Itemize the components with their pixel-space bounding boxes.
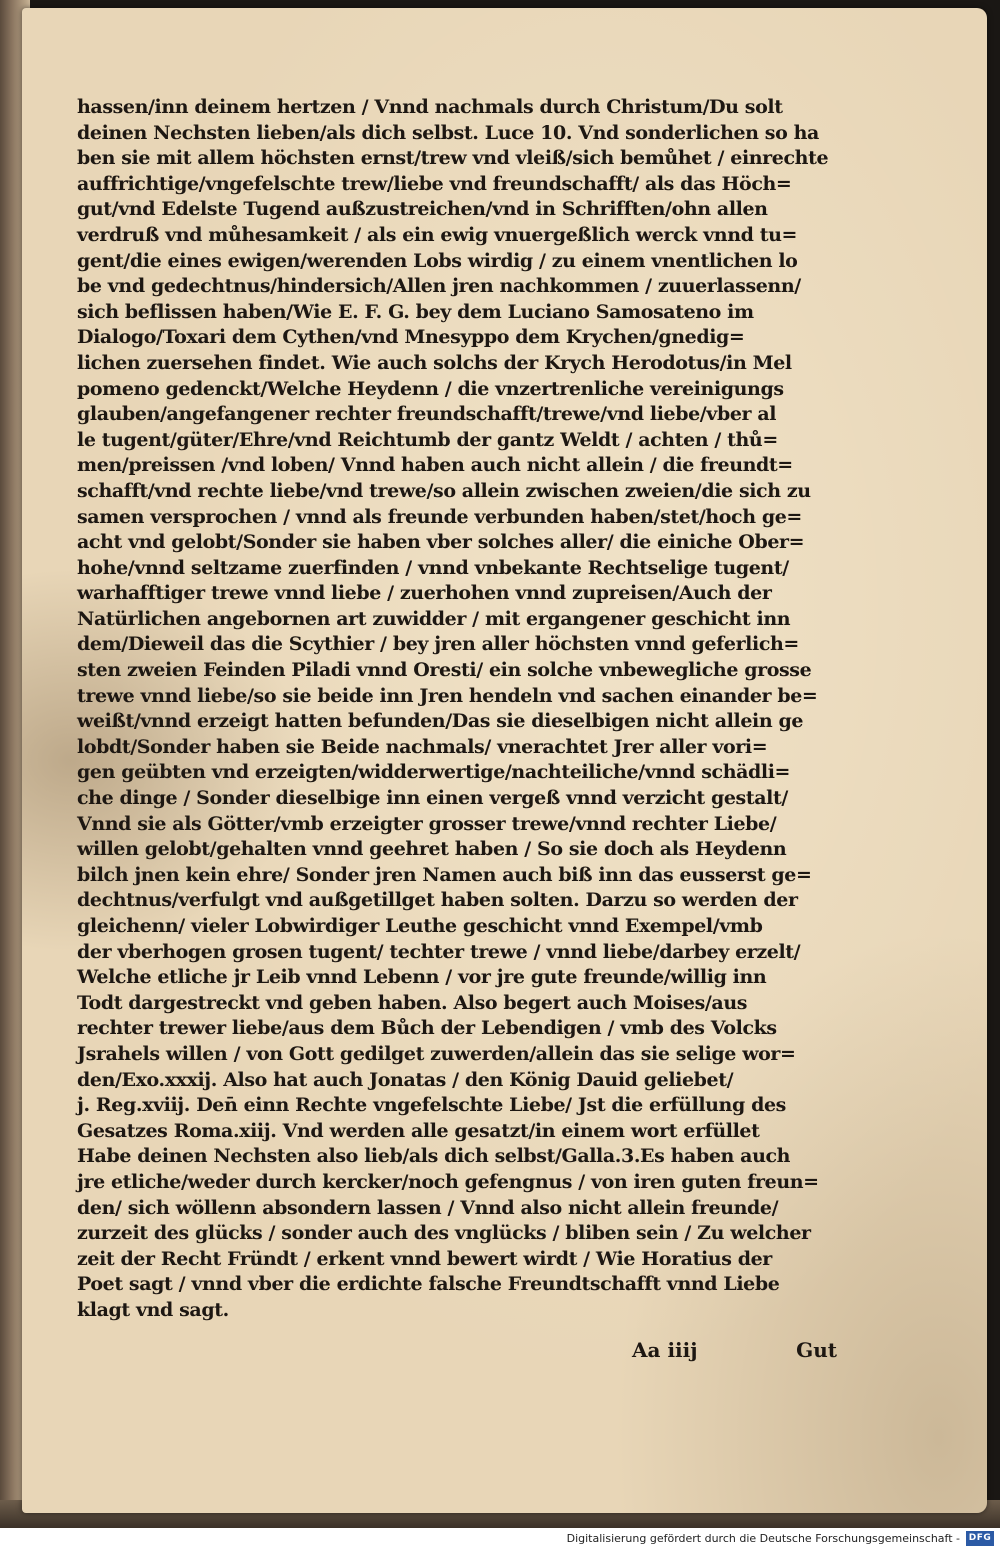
text-line: gent/die eines ewigen/werenden Lobs wirdig / zu einem vnentlichen lo [77,249,798,272]
text-line: Welche etliche jr Leib vnnd Lebenn / vor jre gute freunde/willig inn [77,966,767,989]
text-line: den/Exo.xxxij. Also hat auch Jonatas / den König Dauid geliebet/ [77,1068,734,1091]
text-line: schafft/vnd rechte liebe/vnd trewe/so allein zwischen zweien/die sich zu [77,479,811,502]
text-line: Vnnd sie als Götter/vmb erzeigter grosser trewe/vnnd rechter Liebe/ [77,812,777,835]
text-line: jre etliche/weder durch kercker/noch gefengnus / von iren guten freun= [77,1170,819,1193]
footer-bar [0,1528,1000,1550]
text-line: dem/Dieweil das die Scythier / bey jren aller höchsten vnnd geferlich= [77,633,799,656]
text-line: zeit der Recht Fründt / erkent vnnd bewert wirdt / Wie Horatius der [77,1247,772,1270]
text-line: che dinge / Sonder dieselbige inn einen vergeß vnnd verzicht gestalt/ [77,787,788,810]
text-line: weißt/vnnd erzeigt hatten befunden/Das sie dieselbigen nicht allein ge [77,710,804,733]
text-line: auffrichtige/vngefelschte trew/liebe vnd freundschafft/ als das Höch= [77,172,792,195]
text-line: Todt dargestreckt vnd geben haben. Also begert auch Moises/aus [77,991,748,1014]
text-line: hohe/vnnd seltzame zuerfinden / vnnd vnbekante Rechtselige tugent/ [77,556,789,579]
text-line: glauben/angefangener rechter freundschafft/trewe/vnd liebe/vber al [77,403,777,426]
text-line: den/ sich wöllenn absondern lassen / Vnnd also nicht allein freunde/ [77,1196,779,1219]
book-page [22,8,987,1513]
text-line: Natürlichen angebornen art zuwidder / mit ergangener geschicht inn [77,607,791,630]
text-line: gen geübten vnd erzeigten/widderwertige/nachteiliche/vnnd schädli= [77,761,791,784]
catchword: Gut [796,1338,837,1362]
text-line: j. Reg.xviij. Den̄ einn Rechte vngefelschte Liebe/ Jst die erfüllung des [77,1094,786,1117]
text-line: men/preissen /vnd loben/ Vnnd haben auch nicht allein / die freundt= [77,454,793,477]
dfg-logo-icon: DFG [966,1531,994,1546]
text-line: willen gelobt/gehalten vnnd geehret haben / So sie doch als Heydenn [77,838,787,861]
text-line: le tugent/güter/Ehre/vnd Reichtumb der gantz Weldt / achten / thů= [77,428,778,451]
text-line: pomeno gedenckt/Welche Heydenn / die vnzertrenliche vereinigungs [77,377,784,400]
text-line: der vberhogen grosen tugent/ techter trewe / vnnd liebe/darbey erzelt/ [77,940,801,963]
text-line: sich beflissen haben/Wie E. F. G. bey dem Luciano Samosateno im [77,300,754,323]
text-line: rechter trewer liebe/aus dem Bůch der Lebendigen / vmb des Volcks [77,1017,777,1040]
text-line: ben sie mit allem höchsten ernst/trew vnd vleiß/sich bemůhet / einrechte [77,147,829,170]
text-line: Habe deinen Nechsten also lieb/als dich selbst/Galla.3.Es haben auch [77,1145,791,1168]
page-foot-line [77,1338,837,1368]
text-line: trewe vnnd liebe/so sie beide inn Jren hendeln vnd sachen einander be= [77,684,818,707]
text-line: warhafftiger trewe vnnd liebe / zuerhohen vnnd zupreisen/Auch der [77,582,772,605]
text-line: acht vnd gelobt/Sonder sie haben vber solches aller/ die einiche Ober= [77,531,805,554]
text-line: lobdt/Sonder haben sie Beide nachmals/ vnerachtet Jrer aller vori= [77,735,768,758]
funding-notice: Digitalisierung gefördert durch die Deutsche Forschungsgemeinschaft - [566,1532,960,1545]
text-line: zurzeit des glücks / sonder auch des vnglücks / bliben sein / Zu welcher [77,1222,811,1245]
text-line: be vnd gedechtnus/hindersich/Allen jren nachkommen / zuuerlassenn/ [77,275,801,298]
text-line: Dialogo/Toxari dem Cythen/vnd Mnesyppo dem Krychen/gnedig= [77,326,745,349]
text-line: gleichenn/ vieler Lobwirdiger Leuthe geschicht vnnd Exempel/vmb [77,915,763,937]
text-line: bilch jnen kein ehre/ Sonder jren Namen auch biß inn das eusserst ge= [77,863,812,886]
text-line: hassen/inn deinem hertzen / Vnnd nachmals durch Christum/Du solt [77,96,783,118]
text-line: Jsrahels willen / von Gott gedilget zuwerden/allein das sie selige wor= [77,1042,796,1065]
text-line: Poet sagt / vnnd vber die erdichte falsche Freundtschafft vnnd Liebe [77,1273,780,1296]
text-line: Gesatzes Roma.xiij. Vnd werden alle gesatzt/in einem wort erfüllet [77,1119,760,1142]
text-line: deinen Nechsten lieben/als dich selbst. Luce 10. Vnd sonderlichen so ha [77,121,819,144]
text-line: samen versprochen / vnnd als freunde verbunden haben/stet/hoch ge= [77,505,802,528]
main-text-block [77,95,837,1324]
text-line: lichen zuersehen findet. Wie auch solchs der Krych Herodotus/in Mel [77,351,792,374]
text-line: verdruß vnd můhesamkeit / als ein ewig vnuergeßlich werck vnnd tu= [77,223,798,246]
text-line: gut/vnd Edelste Tugend außzustreichen/vnd in Schrifften/ohn allen [77,198,768,221]
text-line: dechtnus/verfulgt vnd außgetillget haben solten. Darzu so werden der [77,889,798,912]
text-line: sten zweien Feinden Piladi vnnd Oresti/ ein solche vnbewegliche grosse [77,659,812,682]
signature-mark: Aa iiij [632,1338,698,1362]
text-line: klagt vnd sagt. [77,1298,229,1321]
